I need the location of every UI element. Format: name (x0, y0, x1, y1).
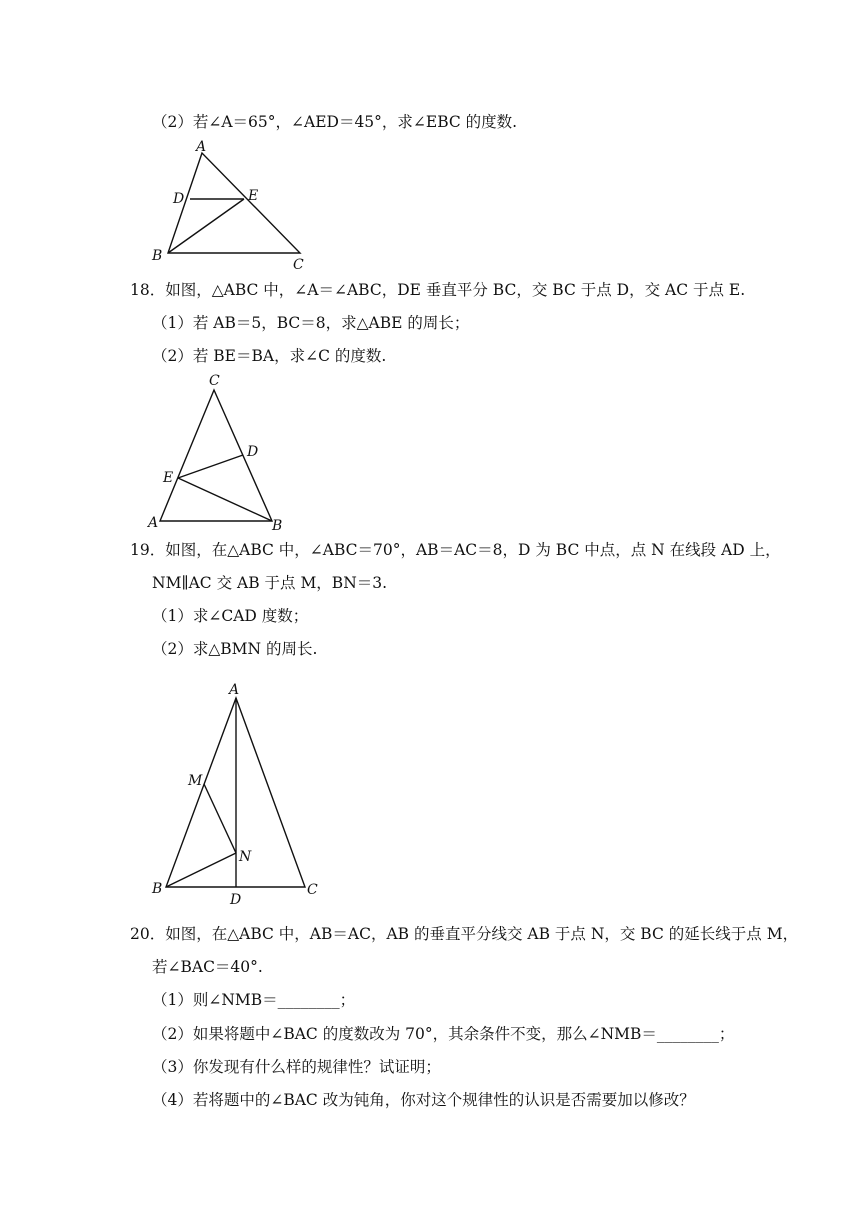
q20-stem-1: 20．如图，在△ABC 中，AB＝AC，AB 的垂直平分线交 AB 于点 N，交 BC 的延长线于点 M， (130, 925, 799, 943)
label-b: B (152, 248, 163, 264)
q19-part2: （2）求△BMN 的周长. (152, 640, 318, 658)
q20-part2: （2）如果将题中∠BAC 的度数改为 70°，其余条件不变，那么∠NMB＝________； (152, 1025, 735, 1043)
label-c: C (307, 882, 318, 898)
q20-part4: （4）若将题中的∠BAC 改为钝角，你对这个规律性的认识是否需要加以修改？ (152, 1091, 695, 1109)
q19-stem-1: 19．如图，在△ABC 中，∠ABC＝70°，AB＝AC＝8，D 为 BC 中点，点 N 在线段 AD 上， (130, 541, 781, 559)
segment-eb (178, 478, 272, 521)
label-e: E (248, 188, 259, 204)
segment-ed (178, 455, 243, 478)
q19-part1: （1）求∠CAD 度数； (152, 607, 309, 625)
label-c: C (293, 257, 304, 273)
segment-mn (204, 784, 236, 853)
figure-q19-triangle (140, 678, 340, 906)
triangle-abc (168, 153, 300, 253)
figure-q18-triangle (140, 370, 300, 532)
label-b: B (152, 881, 163, 897)
label-c: C (209, 373, 220, 389)
label-d: D (230, 892, 242, 908)
label-a: A (196, 139, 207, 155)
label-d: D (173, 191, 185, 207)
q20-stem-2: 若∠BAC＝40°. (152, 958, 263, 976)
label-a: A (229, 682, 240, 698)
label-e: E (163, 470, 174, 486)
q18-part2: （2）若 BE＝BA，求∠C 的度数. (152, 347, 387, 365)
q18-part1: （1）若 AB＝5，BC＝8，求△ABE 的周长； (152, 314, 470, 332)
segment-be (168, 199, 244, 253)
q19-stem-2: NM∥AC 交 AB 于点 M，BN＝3. (152, 574, 388, 592)
label-d: D (247, 444, 259, 460)
label-m: M (188, 773, 203, 789)
q20-part1: （1）则∠NMB＝________； (152, 991, 356, 1009)
label-a: A (148, 515, 159, 531)
q17-part2: （2）若∠A＝65°，∠AED＝45°，求∠EBC 的度数. (152, 113, 518, 131)
figure-q17-triangle (140, 138, 320, 273)
label-n: N (239, 849, 252, 865)
label-b: B (272, 518, 283, 534)
q20-part3: （3）你发现有什么样的规律性？试证明； (152, 1058, 441, 1076)
q18-stem: 18．如图，△ABC 中，∠A＝∠ABC，DE 垂直平分 BC，交 BC 于点 D，交 AC 于点 E. (130, 281, 746, 299)
